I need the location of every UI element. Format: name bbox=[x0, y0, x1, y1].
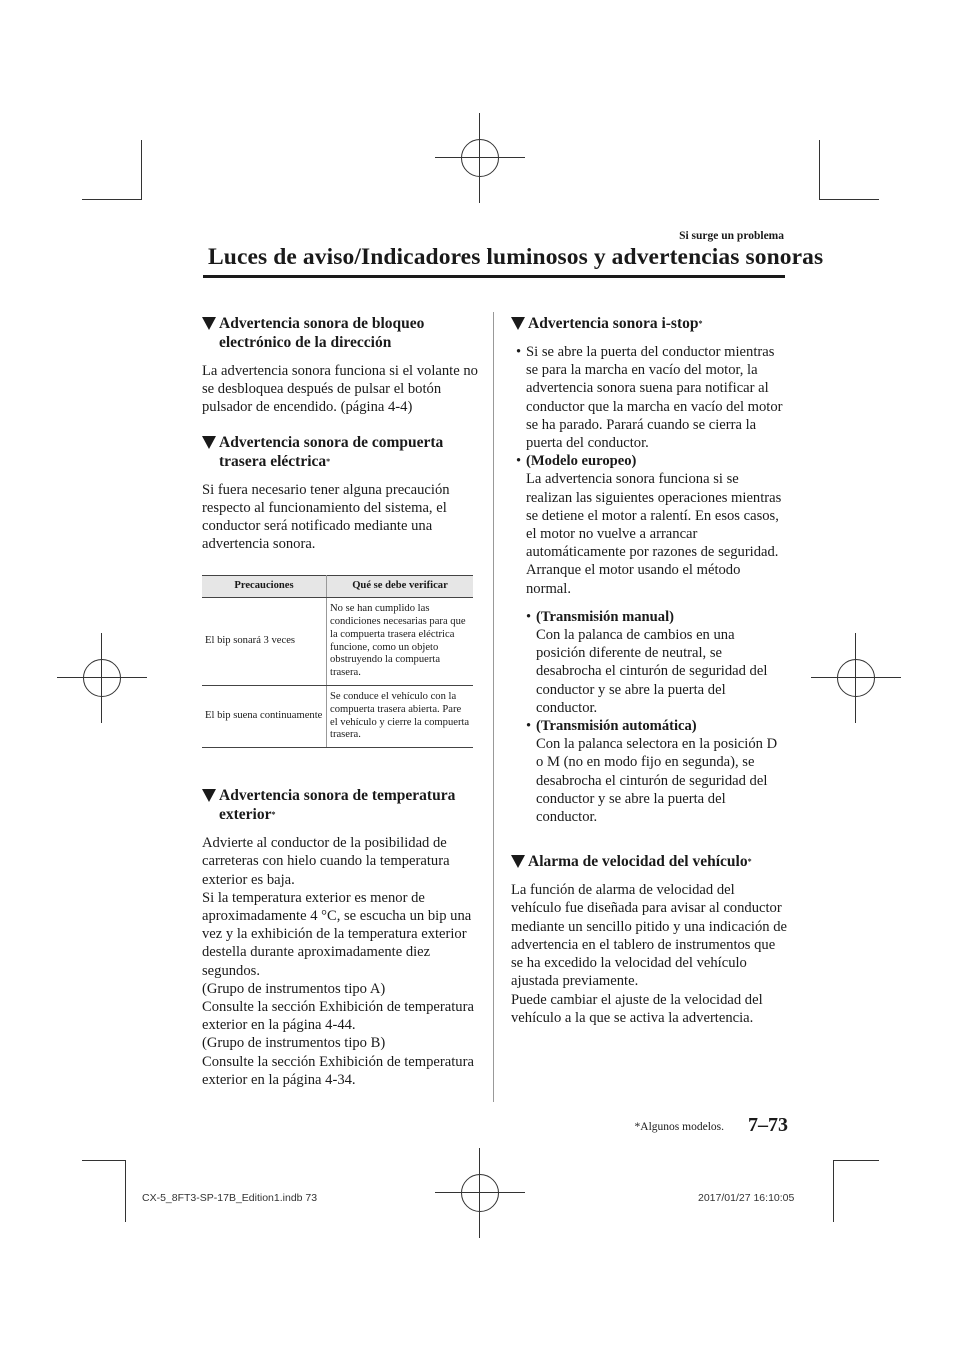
section-label: Si surge un problema bbox=[679, 230, 784, 242]
paragraph: La función de alarma de velocidad del vehículo fue diseñada para avisar al conductor mediante un sencillo pitido y una indicación de advertencia en el tablero de instrumentos que se ha excedido la velocidad del vehículo ajustada previamente. Puede cambiar el ajuste de la velocidad del vehículo a la que se activa la advertencia. bbox=[511, 882, 787, 1026]
left-column bbox=[202, 314, 478, 1089]
registration-mark bbox=[435, 1148, 525, 1238]
paragraph: Advierte al conductor de la posibilidad de carreteras con hielo cuando la temperatura exterior es baja. Si la temperatura exterior es menor de aproximadamente 4 °C, se escucha un bip una vez y la exhibición de la temperatura exterior destella durante aproximadamente diez segundos. (Grupo de instrumentos tipo A) Consulte la sección Exhibición de temperatura exterior en la página 4-44. (Grupo de instrumentos tipo B) Consulte la sección Exhibición de temperatura exterior en la página 4-34. bbox=[202, 835, 474, 1088]
crop-mark bbox=[141, 140, 142, 200]
table-header: Precauciones bbox=[202, 576, 327, 598]
triangle-bullet-icon bbox=[511, 855, 525, 868]
file-imprint: CX-5_8FT3-SP-17B_Edition1.indb 73 bbox=[142, 1192, 318, 1204]
page-title: Luces de aviso/Indicadores luminosos y advertencias sonoras bbox=[208, 244, 824, 270]
sub-list-item: • (Transmisión automática) Con la palanca selectora en la posición D o M (no en modo fijo en segunda), se desabrocha el cinturón de seguridad del conductor y se abre la puerta del conductor. bbox=[526, 718, 778, 826]
table-row: El bip suena continuamente Se conduce el vehículo con la compuerta trasera abierta. Pare el vehículo y cierre la compuerta trasera. bbox=[202, 686, 473, 748]
crop-mark bbox=[819, 140, 820, 200]
crop-mark bbox=[833, 1160, 834, 1222]
triangle-bullet-icon bbox=[202, 436, 216, 449]
crop-mark bbox=[833, 1160, 879, 1161]
triangle-bullet-icon bbox=[202, 317, 216, 330]
crop-mark bbox=[82, 1160, 126, 1161]
column-divider bbox=[493, 312, 494, 1102]
crop-mark bbox=[819, 199, 879, 200]
list-item: • (Modelo europeo) La advertencia sonora funciona si se realizan las siguientes operaciones mientras se detiene el motor a ralentí. En esos casos, el motor no vuelve a arrancar automáticamente por razones de seguridad. Arranque el motor usando el método normal. bbox=[516, 453, 782, 597]
registration-mark bbox=[435, 113, 525, 203]
section-heading: Advertencia sonora de bloqueo electrónico de la dirección bbox=[202, 314, 478, 352]
list-item: • Si se abre la puerta del conductor mientras se para la marcha en vacío del motor, la advertencia sonora suena para notificar al conductor que la marcha en vacío del motor se ha parado. Parará cuando se cierra la puerta del conductor. bbox=[516, 344, 783, 452]
crop-mark bbox=[82, 199, 142, 200]
section-heading: Alarma de velocidad del vehículo* bbox=[511, 852, 787, 871]
footnote: *Algunos modelos. bbox=[634, 1121, 724, 1133]
date-imprint: 2017/01/27 16:10:05 bbox=[698, 1192, 795, 1204]
section-heading: Advertencia sonora i-stop* bbox=[511, 314, 787, 333]
paragraph: La advertencia sonora funciona si el volante no se desbloquea después de pulsar el botón pulsador de encendido. (página 4-4) bbox=[202, 363, 478, 416]
section-heading: Advertencia sonora de compuerta trasera eléctrica* bbox=[202, 433, 478, 471]
table-header: Qué se debe verificar bbox=[327, 576, 474, 598]
registration-mark bbox=[811, 633, 901, 723]
paragraph: Si fuera necesario tener alguna precaución respecto al funcionamiento del sistema, el conductor será notificado mediante una advertencia sonora. bbox=[202, 481, 450, 553]
sub-list-item: • (Transmisión manual) Con la palanca de cambios en una posición diferente de neutral, se desabrocha el cinturón de seguridad del conductor y se abre la puerta del conductor. bbox=[526, 608, 768, 716]
triangle-bullet-icon bbox=[202, 789, 216, 802]
precautions-table bbox=[202, 575, 473, 748]
right-column bbox=[511, 314, 787, 1027]
registration-mark bbox=[57, 633, 147, 723]
crop-mark bbox=[125, 1160, 126, 1222]
section-heading: Advertencia sonora de temperatura exterior* bbox=[202, 786, 478, 824]
table-row: El bip sonará 3 veces No se han cumplido las condiciones necesarias para que la compuerta trasera eléctrica funcione, como un objeto obstruyendo la compuerta trasera. bbox=[202, 598, 473, 686]
page-number: 7–73 bbox=[748, 1114, 788, 1136]
triangle-bullet-icon bbox=[511, 317, 525, 330]
title-rule bbox=[203, 275, 785, 278]
